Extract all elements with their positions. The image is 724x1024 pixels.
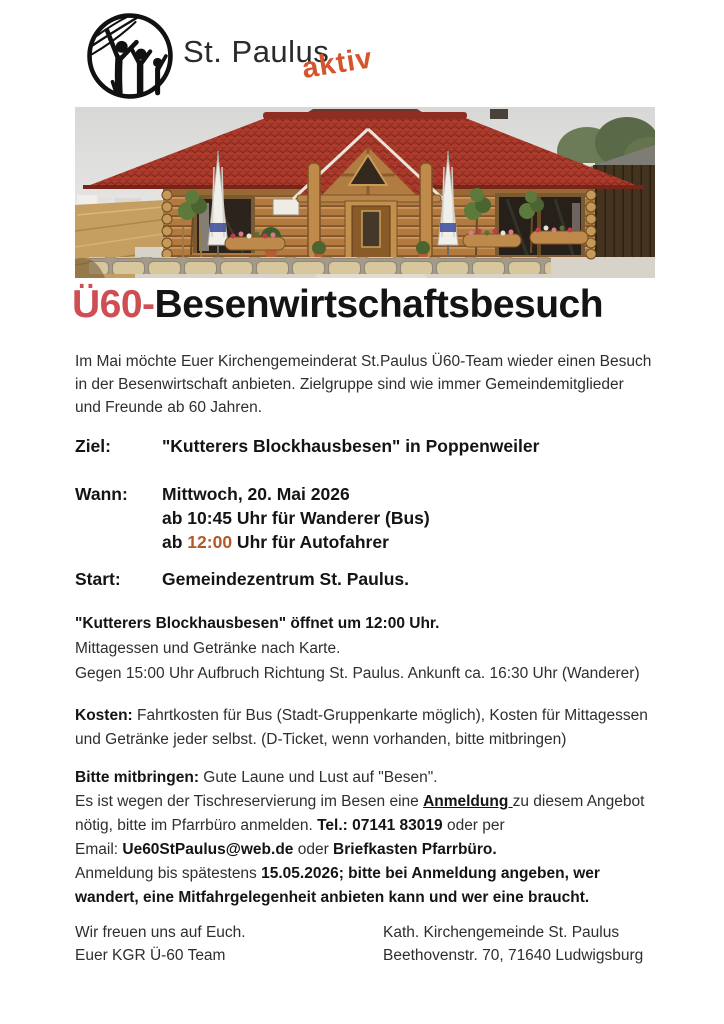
wann-row: [75, 482, 430, 554]
footer-left-line2: Euer KGR Ü-60 Team: [75, 947, 226, 964]
start-row: [75, 569, 409, 590]
blockhaus-photo: [75, 107, 655, 278]
page-title: [72, 282, 603, 328]
footer-right: [383, 921, 643, 967]
logo-tagline: aktiv: [299, 42, 376, 86]
ziel-value: "Kutterers Blockhausbesen" in Poppenweiler: [162, 436, 540, 456]
title-prefix: Ü60-: [72, 283, 155, 326]
footer-left: [75, 921, 246, 967]
footer-right-line1: Kath. Kirchengemeinde St. Paulus: [383, 924, 620, 941]
kosten-paragraph: Kosten: Fahrtkosten für Bus (Stadt-Gruppenkarte möglich), Kosten für Mittagessen und Getränke jeder selbst. (D-Ticket, wenn vorhanden, bitte mitbringen): [75, 707, 648, 748]
anmeldung-paragraph: Bitte mitbringen: Gute Laune und Lust auf "Besen". Es ist wegen der Tischreservierung im Besen eine Anmeldung zu diesem Angebot nötig, bitte im Pfarrbüro anmelden. Tel.: 07141 83019 oder per Email: Ue60StPaulus@web.de oder Briefkasten Pfarrbüro. Anmeldung bis spätestens 15.05.2026; bitte bei Anmeldung angeben, wer wandert, eine Mitfahrgelegenheit anbieten kann und wer eine braucht.: [75, 769, 645, 906]
start-label: Start:: [75, 569, 121, 589]
logo-name: St. Paulus: [183, 34, 330, 69]
start-value: Gemeindezentrum St. Paulus.: [162, 569, 409, 589]
ziel-row: [75, 436, 539, 457]
title-rest: Besenwirtschaftsbesuch: [154, 283, 604, 326]
ziel-label: Ziel:: [75, 436, 111, 456]
wann-value: Mittwoch, 20. Mai 2026 ab 10:45 Uhr für Wanderer (Bus) ab 12:00 Uhr für Autofahrer: [162, 484, 430, 552]
program-paragraph: "Kutterers Blockhausbesen" öffnet um 12:00 Uhr. Mittagessen und Getränke nach Karte. Gegen 15:00 Uhr Aufbruch Richtung St. Paulus. Ankunft ca. 16:30 Uhr (Wanderer): [75, 615, 640, 682]
footer-right-line2: Beethovenstr. 70, 71640 Ludwigsburg: [383, 947, 644, 964]
community-figures-logo: [84, 10, 176, 102]
footer-left-line1: Wir freuen uns auf Euch.: [75, 924, 246, 941]
intro-paragraph: Im Mai möchte Euer Kirchengemeinderat St.Paulus Ü60-Team wieder einen Besuch in der Besenwirtschaft anbieten. Zielgruppe sind wie immer Gemeindemitglieder und Freunde ab 60 Jahren.: [75, 353, 652, 416]
wann-label: Wann:: [75, 484, 128, 504]
